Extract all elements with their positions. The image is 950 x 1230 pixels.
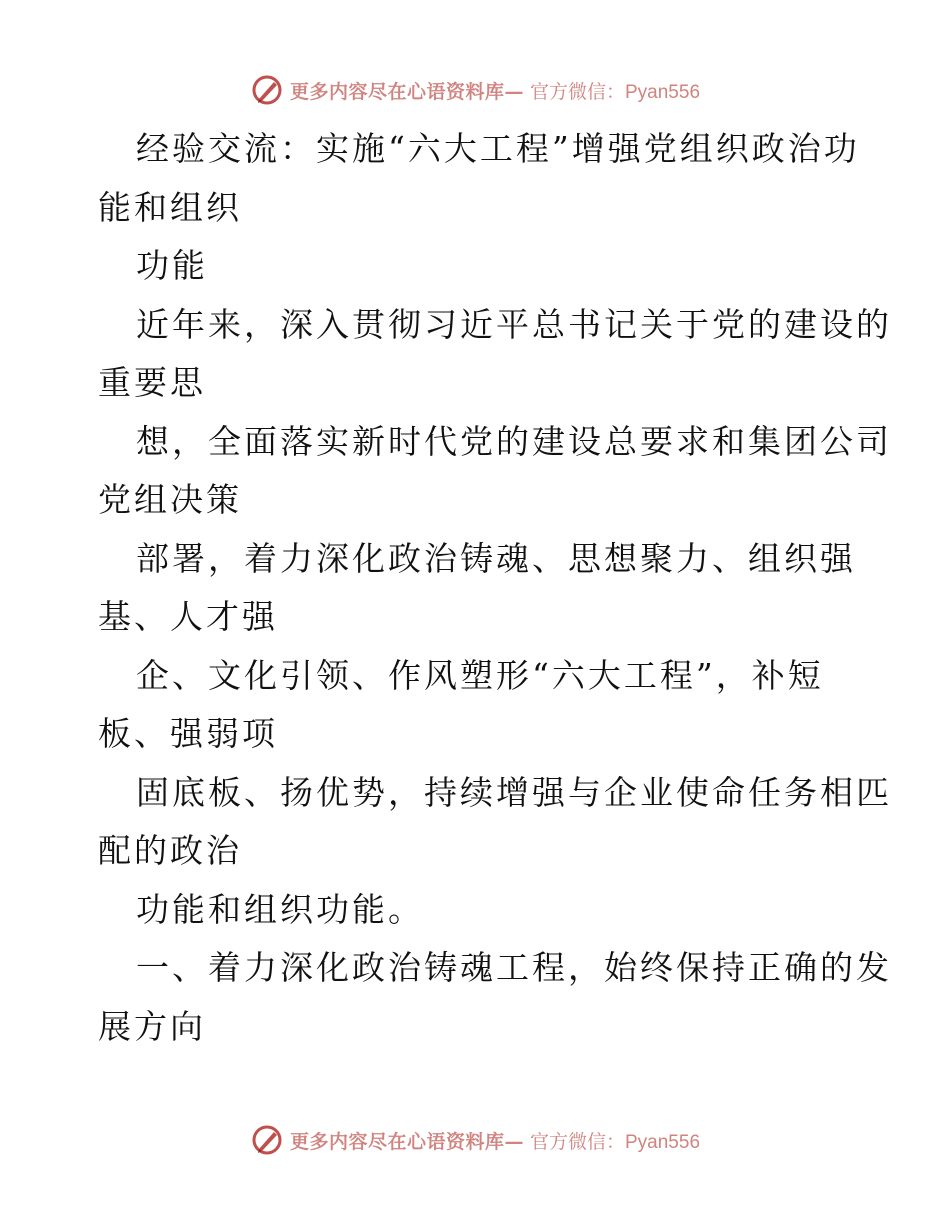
text-line: 板、强弱项 (98, 714, 278, 753)
text-line: 想，全面落实新时代党的建设总要求和集团公司 (136, 421, 892, 461)
footer-watermark (0, 1120, 950, 1160)
quill-logo-icon (250, 73, 284, 107)
text-line: 展方向 (98, 1006, 206, 1046)
watermark-brand: 更多内容尽在心语资料库— (289, 80, 524, 103)
text-line: 功能 (136, 246, 208, 285)
document-body (98, 120, 892, 1056)
text-line: 党组决策 (98, 480, 242, 519)
text-line: 一、着力深化政治铸魂工程，始终保持正确的发 (136, 948, 892, 987)
text-line: 基、人才强 (98, 597, 278, 636)
text-line: 企、文化引领、作风塑形“六大工程”，补短 (136, 655, 824, 695)
text-line: 能和组织 (98, 187, 242, 227)
header-watermark (0, 70, 950, 110)
quill-logo-icon (250, 1123, 284, 1157)
text-line: 部署，着力深化政治铸魂、思想聚力、组织强 (136, 538, 856, 578)
text-line: 经验交流：实施“六大工程”增强党组织政治功 (136, 129, 860, 168)
text-line: 配的政治 (98, 831, 242, 870)
text-line: 近年来，深入贯彻习近平总书记关于党的建设的 (136, 304, 892, 344)
watermark-handle: 官方微信：Pyan556 (530, 1131, 701, 1153)
watermark-handle: 官方微信：Pyan556 (530, 81, 701, 103)
text-line: 重要思 (98, 363, 206, 402)
watermark-brand: 更多内容尽在心语资料库— (289, 1130, 524, 1153)
text-line: 功能和组织功能。 (136, 889, 424, 929)
text-line: 固底板、扬优势，持续增强与企业使命任务相匹 (136, 772, 892, 812)
